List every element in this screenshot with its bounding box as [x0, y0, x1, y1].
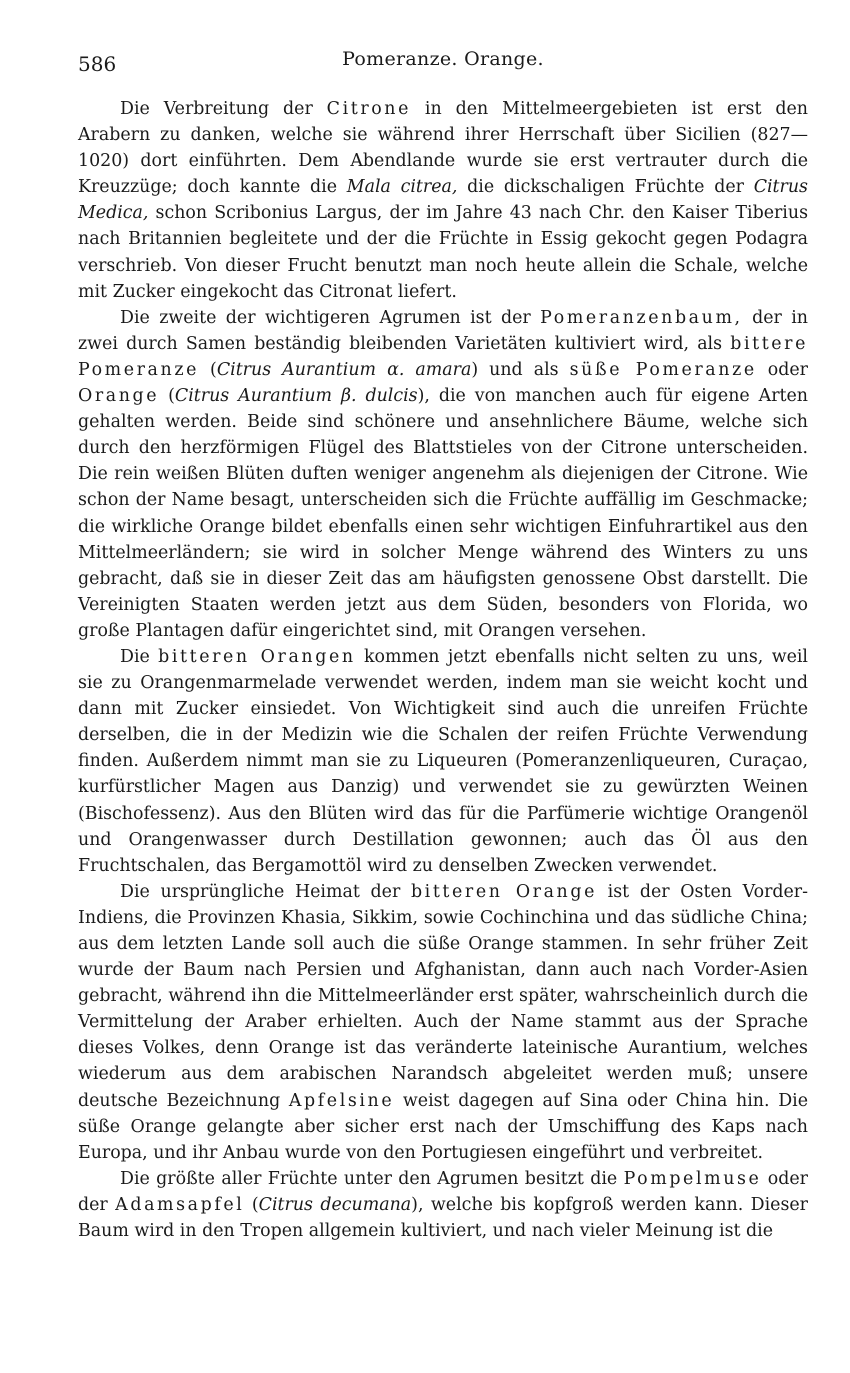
- italic-term: Citrus Aurantium β. dulcis: [174, 386, 418, 407]
- page-number: 586: [78, 52, 117, 76]
- text-run: die dickschaligen Früchte der: [457, 177, 754, 198]
- text-run: Die: [120, 646, 159, 667]
- spaced-term: bitteren Orange: [410, 881, 597, 902]
- text-run: (: [159, 386, 175, 407]
- text-run: ) und als: [471, 359, 570, 380]
- italic-term: Citrus Aurantium α. amara: [216, 359, 472, 380]
- text-run: weist dagegen auf Sina oder China hin. Die süße Orange gelangte aber sicher erst nach der Umschiffung des Kaps nach Europa, und ihr Anbau wurde von den Portugiesen eingeführt und verbreitet.: [78, 1090, 808, 1163]
- spaced-term: Adamsapfel: [115, 1194, 245, 1215]
- paragraph-citrone: [78, 96, 808, 305]
- text-run: (: [244, 1194, 259, 1215]
- text-run: Die ursprüngliche Heimat der: [120, 881, 411, 902]
- text-run: ), welche bis kopfgroß werden kann. Dieser Baum wird in den Tropen allgemein kultiviert, und nach vieler Meinung ist die: [78, 1194, 808, 1242]
- text-run: in den Mittelmeergebieten ist erst den Arabern zu danken, welche sie während ihrer Herrschaft über Sicilien (827—1020) dort einführten. Dem Abendlande wurde sie erst vertrauter durch die Kreuzzüge; doch kannte die: [78, 99, 808, 198]
- text-run: oder: [756, 359, 808, 380]
- text-run: Die zweite der wichtigeren Agrumen ist der: [120, 307, 541, 328]
- text-run: kommen jetzt ebenfalls nicht selten zu uns, weil sie zu Orangenmarmelade verwendet werden, indem man sie weicht kocht und dann mit Zucker einsiedet. Von Wichtigkeit sind auch die unreifen Früchte derselben, die in der Medizin wie die Schalen der reifen Früchte Verwendung finden. Außerdem nimmt man sie zu Liqueuren (Pomeranzenliqueuren, Curaçao, kurfürstlicher Magen aus Danzig) und verwendet sie zu gewürzten Weinen (Bischofessenz). Aus den Blüten wird das für die Parfümerie wichtige Orangenöl und Orangenwasser durch Destillation gewonnen; auch das Öl aus den Fruchtschalen, das Bergamottöl wird zu denselben Zwecken verwendet.: [78, 646, 808, 876]
- text-run: der in zwei durch Samen beständig bleibenden Varietäten kultiviert wird, als: [78, 307, 808, 354]
- paragraph-pompelmuse: [78, 1166, 808, 1244]
- spaced-term: Citrone: [326, 99, 412, 119]
- spaced-term: Pomeranzenbaum,: [540, 307, 743, 328]
- text-run: (: [198, 359, 217, 380]
- book-page: [78, 44, 808, 1244]
- spaced-term: Apfelsine: [288, 1090, 395, 1111]
- spaced-term: Orange: [78, 386, 160, 407]
- page-header: [78, 44, 808, 74]
- text-run: schon Scribonius Largus, der im Jahre 43 nach Chr. den Kaiser Tiberius nach Britannien begleitete und der die Früchte in Essig gekocht gegen Podagra verschrieb. Von dieser Frucht benutzt man noch heute allein die Schale, welche mit Zucker eingekocht das Citronat liefert.: [78, 203, 808, 302]
- italic-term: Citrus decumana: [258, 1194, 412, 1215]
- paragraph-heimat: [78, 879, 808, 1166]
- text-run: Die Verbreitung der: [120, 99, 327, 119]
- paragraph-pomeranzenbaum: [78, 305, 808, 644]
- running-title: Pomeranze. Orange.: [342, 48, 544, 70]
- spaced-term: süße Pomeranze: [569, 359, 757, 380]
- text-run: ist der Osten Vorder-Indiens, die Provinzen Khasia, Sikkim, sowie Cochinchina und das südliche China; aus dem letzten Lande soll auch die süße Orange stammen. In sehr früher Zeit wurde der Baum nach Persien und Afghanistan, dann auch nach Vorder-Asien gebracht, während ihn die Mittelmeerländer erst später, wahrscheinlich durch die Vermittelung der Araber erhielten. Auch der Name stammt aus der Sprache dieses Volkes, denn Orange ist das veränderte lateinische Aurantium, welches wiederum aus dem arabischen Narandsch abgeleitet werden muß; unsere deutsche Bezeichnung: [78, 881, 808, 1111]
- spaced-term: Pompelmuse: [623, 1168, 762, 1189]
- italic-term: Citrus Medica,: [78, 177, 808, 224]
- italic-term: Mala citrea,: [346, 177, 458, 198]
- body-text: [78, 96, 808, 1244]
- text-run: ), die von manchen auch für eigene Arten gehalten werden. Beide sind schönere und ansehnlichere Bäume, welche sich durch den herzförmigen Flügel des Blattstieles von der Citrone unterscheiden. Die rein weißen Blüten duften weniger angenehm als diejenigen der Citrone. Wie schon der Name besagt, unterscheiden sich die Früchte auffällig im Geschmacke; die wirkliche Orange bildet ebenfalls einen sehr wichtigen Einfuhrartikel aus den Mittelmeerländern; sie wird in solcher Menge während des Winters zu uns gebracht, daß sie in dieser Zeit das am häufigsten genossene Obst darstellt. Die Vereinigten Staaten werden jetzt aus dem Süden, besonders von Florida, wo große Plantagen dafür eingerichtet sind, mit Orangen versehen.: [78, 386, 808, 641]
- paragraph-bittere-orangen: [78, 644, 808, 879]
- text-run: Die größte aller Früchte unter den Agrumen besitzt die: [120, 1168, 624, 1189]
- text-run: oder der: [78, 1168, 808, 1215]
- spaced-term: bitteren Orangen: [158, 646, 356, 667]
- spaced-term: bittere Pomeranze: [78, 333, 808, 380]
